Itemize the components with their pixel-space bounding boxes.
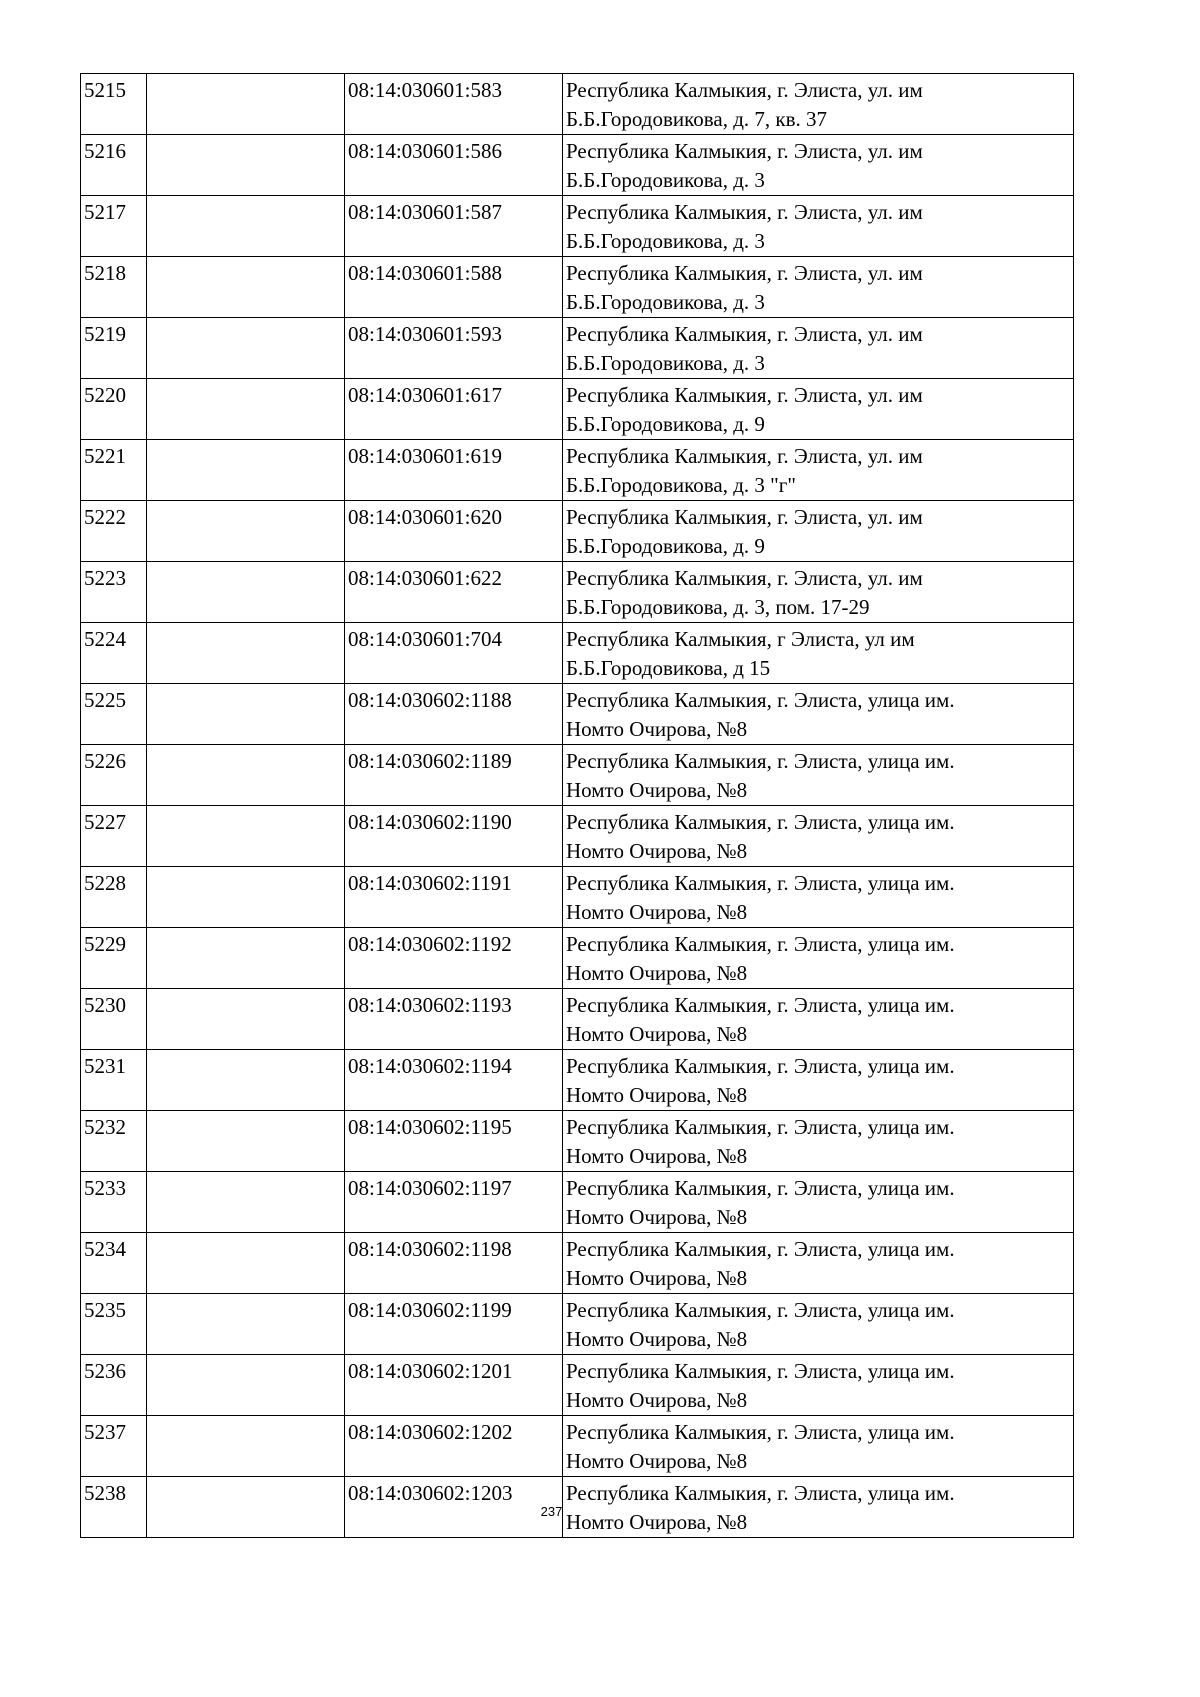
cadastral-number-cell: 08:14:030601:583 — [345, 74, 563, 135]
empty-cell — [147, 1294, 345, 1355]
address-cell — [563, 684, 1074, 745]
address-cell — [563, 623, 1074, 684]
cadastral-number-cell: 08:14:030602:1195 — [345, 1111, 563, 1172]
registry-table-body — [81, 74, 1074, 1538]
address-line-1: Республика Калмыкия, г. Элиста, ул. им — [566, 78, 923, 102]
row-number-cell: 5234 — [81, 1233, 147, 1294]
cadastral-number-cell: 08:14:030601:619 — [345, 440, 563, 501]
row-number-cell: 5235 — [81, 1294, 147, 1355]
table-row — [81, 1172, 1074, 1233]
table-row — [81, 989, 1074, 1050]
table-row — [81, 1111, 1074, 1172]
page-number: 237 — [540, 1504, 563, 1519]
address-line-1: Республика Калмыкия, г. Элиста, ул. им — [566, 139, 923, 163]
address-line-2: Номто Очирова, №8 — [566, 1205, 748, 1229]
cadastral-number-cell: 08:14:030602:1193 — [345, 989, 563, 1050]
row-number-cell: 5219 — [81, 318, 147, 379]
address-line-2: Б.Б.Городовикова, д. 3 — [566, 229, 765, 253]
table-row — [81, 318, 1074, 379]
empty-cell — [147, 135, 345, 196]
table-row — [81, 379, 1074, 440]
table-row — [81, 1355, 1074, 1416]
address-cell — [563, 135, 1074, 196]
row-number-cell: 5221 — [81, 440, 147, 501]
empty-cell — [147, 989, 345, 1050]
empty-cell — [147, 74, 345, 135]
row-number-cell: 5230 — [81, 989, 147, 1050]
address-line-2: Б.Б.Городовикова, д. 3 "г" — [566, 473, 796, 497]
cadastral-number-cell: 08:14:030602:1199 — [345, 1294, 563, 1355]
empty-cell — [147, 318, 345, 379]
table-row — [81, 684, 1074, 745]
table-row — [81, 928, 1074, 989]
table-row — [81, 623, 1074, 684]
cadastral-number-cell: 08:14:030601:704 — [345, 623, 563, 684]
empty-cell — [147, 1233, 345, 1294]
address-cell — [563, 928, 1074, 989]
empty-cell — [147, 745, 345, 806]
row-number-cell: 5231 — [81, 1050, 147, 1111]
address-line-1: Республика Калмыкия, г. Элиста, улица им. — [566, 688, 955, 712]
address-line-1: Республика Калмыкия, г. Элиста, улица им. — [566, 1237, 955, 1261]
row-number-cell: 5220 — [81, 379, 147, 440]
address-line-1: Республика Калмыкия, г. Элиста, ул. им — [566, 200, 923, 224]
address-line-1: Республика Калмыкия, г. Элиста, улица им. — [566, 1359, 955, 1383]
cadastral-number-cell: 08:14:030602:1188 — [345, 684, 563, 745]
address-line-2: Номто Очирова, №8 — [566, 900, 748, 924]
address-cell — [563, 562, 1074, 623]
empty-cell — [147, 379, 345, 440]
address-cell — [563, 196, 1074, 257]
address-line-2: Номто Очирова, №8 — [566, 1388, 748, 1412]
empty-cell — [147, 1050, 345, 1111]
row-number-cell: 5218 — [81, 257, 147, 318]
row-number-cell: 5225 — [81, 684, 147, 745]
cadastral-number-cell: 08:14:030602:1197 — [345, 1172, 563, 1233]
row-number-cell: 5229 — [81, 928, 147, 989]
row-number-cell: 5226 — [81, 745, 147, 806]
row-number-cell: 5232 — [81, 1111, 147, 1172]
table-row — [81, 257, 1074, 318]
empty-cell — [147, 1172, 345, 1233]
address-cell — [563, 1111, 1074, 1172]
address-line-1: Республика Калмыкия, г. Элиста, улица им. — [566, 871, 955, 895]
table-row — [81, 1294, 1074, 1355]
table-row — [81, 1416, 1074, 1477]
address-line-1: Республика Калмыкия, г. Элиста, улица им. — [566, 749, 955, 773]
row-number-cell: 5222 — [81, 501, 147, 562]
row-number-cell: 5228 — [81, 867, 147, 928]
address-line-2: Б.Б.Городовикова, д. 9 — [566, 534, 765, 558]
empty-cell — [147, 440, 345, 501]
table-row — [81, 1233, 1074, 1294]
cadastral-number-cell: 08:14:030602:1190 — [345, 806, 563, 867]
table-row — [81, 501, 1074, 562]
address-line-2: Номто Очирова, №8 — [566, 839, 748, 863]
address-line-2: Номто Очирова, №8 — [566, 1266, 748, 1290]
table-row — [81, 135, 1074, 196]
cadastral-number-cell: 08:14:030602:1192 — [345, 928, 563, 989]
address-line-2: Номто Очирова, №8 — [566, 1327, 748, 1351]
cadastral-number-cell: 08:14:030601:620 — [345, 501, 563, 562]
row-number-cell: 5216 — [81, 135, 147, 196]
address-line-1: Республика Калмыкия, г. Элиста, ул. им — [566, 322, 923, 346]
address-cell — [563, 379, 1074, 440]
address-cell — [563, 257, 1074, 318]
address-cell — [563, 1233, 1074, 1294]
empty-cell — [147, 1111, 345, 1172]
address-line-1: Республика Калмыкия, г. Элиста, ул. им — [566, 505, 923, 529]
address-line-2: Б.Б.Городовикова, д. 9 — [566, 412, 765, 436]
table-row — [81, 867, 1074, 928]
address-line-1: Республика Калмыкия, г. Элиста, улица им. — [566, 1176, 955, 1200]
address-cell — [563, 74, 1074, 135]
row-number-cell: 5233 — [81, 1172, 147, 1233]
row-number-cell: 5217 — [81, 196, 147, 257]
cadastral-number-cell: 08:14:030602:1191 — [345, 867, 563, 928]
empty-cell — [147, 257, 345, 318]
address-line-2: Б.Б.Городовикова, д. 3 — [566, 290, 765, 314]
cadastral-number-cell: 08:14:030602:1203 — [345, 1477, 563, 1538]
empty-cell — [147, 928, 345, 989]
address-line-2: Номто Очирова, №8 — [566, 778, 748, 802]
table-row — [81, 806, 1074, 867]
address-line-2: Б.Б.Городовикова, д. 3 — [566, 168, 765, 192]
address-line-2: Б.Б.Городовикова, д 15 — [566, 656, 771, 680]
address-line-1: Республика Калмыкия, г. Элиста, ул. им — [566, 261, 923, 285]
address-line-1: Республика Калмыкия, г. Элиста, ул. им — [566, 566, 923, 590]
address-line-1: Республика Калмыкия, г Элиста, ул им — [566, 627, 915, 651]
address-line-1: Республика Калмыкия, г. Элиста, улица им. — [566, 993, 955, 1017]
row-number-cell: 5224 — [81, 623, 147, 684]
empty-cell — [147, 867, 345, 928]
address-line-1: Республика Калмыкия, г. Элиста, улица им. — [566, 1054, 955, 1078]
address-line-2: Номто Очирова, №8 — [566, 717, 748, 741]
address-cell — [563, 1050, 1074, 1111]
address-line-1: Республика Калмыкия, г. Элиста, улица им. — [566, 932, 955, 956]
address-cell — [563, 318, 1074, 379]
row-number-cell: 5223 — [81, 562, 147, 623]
address-line-2: Б.Б.Городовикова, д. 7, кв. 37 — [566, 107, 828, 131]
cadastral-number-cell: 08:14:030601:617 — [345, 379, 563, 440]
cadastral-number-cell: 08:14:030602:1202 — [345, 1416, 563, 1477]
address-line-2: Номто Очирова, №8 — [566, 961, 748, 985]
property-registry-table — [80, 73, 1074, 1538]
address-line-1: Республика Калмыкия, г. Элиста, улица им. — [566, 810, 955, 834]
empty-cell — [147, 501, 345, 562]
address-cell — [563, 1416, 1074, 1477]
address-cell — [563, 989, 1074, 1050]
address-cell — [563, 867, 1074, 928]
address-cell — [563, 440, 1074, 501]
address-cell — [563, 501, 1074, 562]
address-cell — [563, 806, 1074, 867]
empty-cell — [147, 1355, 345, 1416]
empty-cell — [147, 562, 345, 623]
cadastral-number-cell: 08:14:030601:622 — [345, 562, 563, 623]
address-cell — [563, 1294, 1074, 1355]
address-line-2: Номто Очирова, №8 — [566, 1022, 748, 1046]
address-line-1: Республика Калмыкия, г. Элиста, улица им. — [566, 1298, 955, 1322]
address-line-2: Номто Очирова, №8 — [566, 1449, 748, 1473]
address-line-2: Б.Б.Городовикова, д. 3 — [566, 351, 765, 375]
address-line-2: Номто Очирова, №8 — [566, 1144, 748, 1168]
cadastral-number-cell: 08:14:030601:593 — [345, 318, 563, 379]
empty-cell — [147, 623, 345, 684]
cadastral-number-cell: 08:14:030602:1198 — [345, 1233, 563, 1294]
table-row — [81, 74, 1074, 135]
address-cell — [563, 745, 1074, 806]
address-line-2: Номто Очирова, №8 — [566, 1510, 748, 1534]
address-line-2: Номто Очирова, №8 — [566, 1083, 748, 1107]
cadastral-number-cell: 08:14:030601:587 — [345, 196, 563, 257]
table-row — [81, 745, 1074, 806]
address-line-1: Республика Калмыкия, г. Элиста, ул. им — [566, 383, 923, 407]
address-cell — [563, 1355, 1074, 1416]
address-line-1: Республика Калмыкия, г. Элиста, улица им. — [566, 1420, 955, 1444]
address-line-1: Республика Калмыкия, г. Элиста, улица им. — [566, 1115, 955, 1139]
address-cell — [563, 1172, 1074, 1233]
row-number-cell: 5237 — [81, 1416, 147, 1477]
cadastral-number-cell: 08:14:030602:1194 — [345, 1050, 563, 1111]
cadastral-number-cell: 08:14:030602:1189 — [345, 745, 563, 806]
table-row — [81, 440, 1074, 501]
cadastral-number-cell: 08:14:030601:586 — [345, 135, 563, 196]
empty-cell — [147, 806, 345, 867]
empty-cell — [147, 196, 345, 257]
cadastral-number-cell: 08:14:030601:588 — [345, 257, 563, 318]
address-line-1: Республика Калмыкия, г. Элиста, ул. им — [566, 444, 923, 468]
empty-cell — [147, 684, 345, 745]
address-line-1: Республика Калмыкия, г. Элиста, улица им. — [566, 1481, 955, 1505]
row-number-cell: 5215 — [81, 74, 147, 135]
cadastral-number-cell: 08:14:030602:1201 — [345, 1355, 563, 1416]
row-number-cell: 5238 — [81, 1477, 147, 1538]
table-row — [81, 196, 1074, 257]
row-number-cell: 5236 — [81, 1355, 147, 1416]
table-row — [81, 562, 1074, 623]
empty-cell — [147, 1416, 345, 1477]
table-row — [81, 1050, 1074, 1111]
address-line-2: Б.Б.Городовикова, д. 3, пом. 17-29 — [566, 595, 870, 619]
row-number-cell: 5227 — [81, 806, 147, 867]
